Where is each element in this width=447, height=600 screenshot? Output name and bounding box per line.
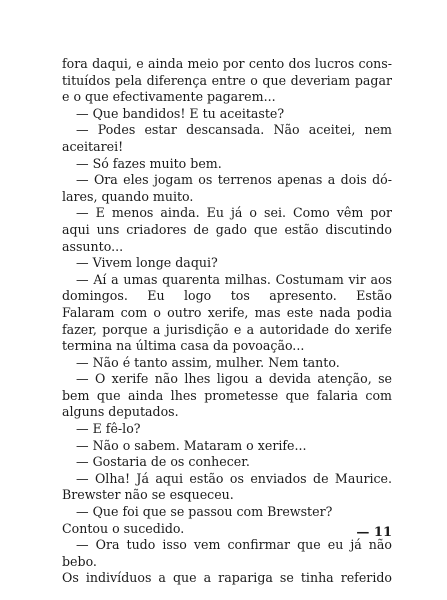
text-line: — Não o sabem. Mataram o xerife... bbox=[76, 437, 307, 453]
text-line: — Só fazes muito bem. bbox=[76, 155, 222, 171]
text-line: — Não é tanto assim, mulher. Nem tanto. bbox=[76, 354, 340, 370]
text-line: — Que foi que se passou com Brewster? bbox=[76, 504, 333, 520]
text-line: fora daqui, e ainda meio por cento dos lucros cons- bbox=[62, 56, 392, 71]
text-line: — Podes estar descansada. Não aceitei, nem bbox=[76, 122, 392, 138]
text-line: alguns deputados. bbox=[62, 404, 179, 420]
text-line: — Vivem longe daqui? bbox=[76, 255, 218, 271]
text-line: domingos. Eu logo tos apresento. Estão bbox=[62, 288, 392, 304]
text-line: — Ora tudo isso vem confirmar que eu já não bbox=[76, 537, 392, 553]
text-line: — Que bandidos! E tu aceitaste? bbox=[76, 105, 285, 121]
text-line: Contou o sucedido. bbox=[62, 520, 185, 536]
text-line: — E fê-lo? bbox=[76, 421, 141, 437]
text-line: Brewster não se esqueceu. bbox=[62, 487, 234, 503]
body-text bbox=[62, 56, 392, 587]
text-line: — Ora eles jogam os terrenos apenas a dois dó- bbox=[76, 172, 392, 188]
text-line: fazer, porque a jurisdição e a autoridade do xerife bbox=[62, 321, 392, 337]
text-line: Os indivíduos a que a rapariga se tinha referido bbox=[62, 570, 392, 586]
text-line: lares, quando muito. bbox=[62, 188, 194, 204]
text-line: e o que efectivamente pagarem... bbox=[62, 89, 276, 105]
text-line: — O xerife não lhes ligou a devida atenção, se bbox=[76, 371, 392, 387]
text-line: bem que ainda lhes prometesse que falaria com bbox=[62, 387, 392, 403]
text-line: aqui uns criadores de gado que estão discutindo bbox=[62, 221, 392, 237]
text-line: tituídos pela diferença entre o que deveriam pagar bbox=[62, 72, 392, 88]
text-line: termina na última casa da povoação... bbox=[62, 338, 305, 354]
text-line: aceitarei! bbox=[62, 138, 124, 154]
text-line: bebo. bbox=[62, 553, 97, 569]
page-number: — 11 bbox=[356, 525, 392, 540]
text-line: Falaram com o outro xerife, mas este nada podia bbox=[62, 304, 392, 320]
text-line: — E menos ainda. Eu já o sei. Como vêm por bbox=[76, 205, 392, 221]
text-line: assunto... bbox=[62, 238, 124, 254]
text-line: — Gostaria de os conhecer. bbox=[76, 454, 250, 470]
text-line: — Olha! Já aqui estão os enviados de Maurice. bbox=[76, 470, 392, 486]
text-line: — Aí a umas quarenta milhas. Costumam vir aos bbox=[76, 271, 392, 287]
